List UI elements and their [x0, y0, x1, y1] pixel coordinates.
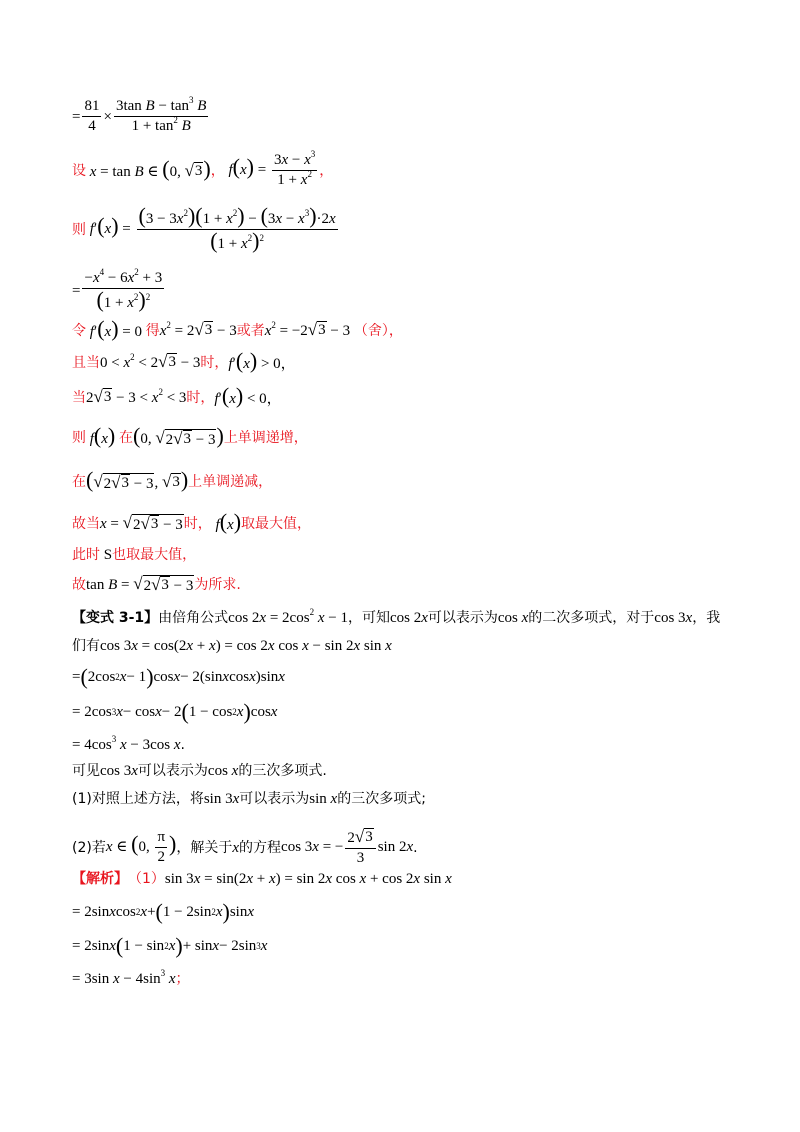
formula-line-1: = $\frac{81}{4}$ × $\frac{3\tan B - \tan^3 B}{1 + \tan^2 B}$: [72, 95, 207, 134]
formula-line-16: = 2cos 3 x − cos x − 2 ( 1 − cos 2 x ) cos x: [72, 699, 278, 724]
text-ze: 则: [72, 221, 86, 238]
formula-line-4: = $\frac{-x^4 - 6x^2 + 3}{(1 + x^2)^2}$: [72, 267, 163, 312]
formula-line-14: 们有 cos 3x = cos(2x + x) = cos 2x cos x − sin 2x sin x: [72, 638, 392, 654]
formula-line-15: = ( 2cos 2 x − 1 ) cos x − 2(sin x cos x )sin x: [72, 664, 285, 689]
formula-line-19: (1)对照上述方法，将 sin 3x 可以表示为 sin x 的三次多项式;: [72, 791, 426, 807]
variant-heading-line: 【变式 3-1】 由倍角公式 $\cos 2x = 2\cos^2$ x − 1 ，可知 cos 2x 可以表示为 cos x 的二次多项式，对于 cos 3x ，我: [72, 607, 721, 626]
formula-line-3: 则 f′(x) = $\frac{(3 - 3x^2)(1 + x^2) - (3x - x^3)\cdot 2x}{(1 + x^2)^2}$: [72, 203, 336, 253]
formula-line-12: 故 tan B = √ 2 √ 3 − 3 为所求.: [72, 574, 241, 594]
formula-line-7: 当 2 √ 3 − $3 < x^2 < 3$ 时， f′(x) < 0，: [72, 383, 282, 408]
analysis-heading-line: 【解析】 （1） sin 3x = sin(2x + x) = sin 2x cos x + cos 2x sin x: [72, 871, 452, 887]
formula-line-24: = 3sin $x - 4\sin^3$ x ；: [72, 968, 190, 987]
text-she: 设: [72, 162, 86, 179]
formula-line-18: 可见 cos 3x 可以表示为 cos x 的三次多项式.: [72, 763, 327, 779]
formula-line-11: 此时 S 也取最大值，: [72, 547, 197, 563]
formula-line-22: = 2sin x cos 2 x + ( 1 − 2sin 2 x ) sin x: [72, 899, 255, 924]
formula-line-10: 故当 x = √ 2 √ 3 − 3 时， f(x) 取最大值，: [72, 509, 312, 534]
formula-line-23: = 2sin x ( 1 − sin 2 x ) + sin x − 2sin 3 x: [72, 933, 268, 958]
formula-line-8: 则 f(x) 在 (0, √ 2 √ 3 − 3 ) 上单调递增，: [72, 423, 308, 448]
formula-line-2: 设 x = tan B ∈ (0, √ 3 ) ， f(x) = $\frac{3x - x^3}{1 + x^2}$ ，: [72, 149, 334, 188]
formula-line-6: 且当 $0 < x^2 < 2$ √ 3 − 3 时， f′(x) > 0，: [72, 348, 296, 373]
formula-line-5: 令 f′(x) = 0 得 $x^2 = 2$ √ 3 − 3 或者 $x^2 = -2$ √ 3 − 3 （舍），: [72, 316, 403, 341]
formula-line-17: = $4\cos^3$ x − 3cos x .: [72, 734, 185, 753]
formula-line-9: 在 ( √ 2 √ 3 − 3 , √ 3 ) 上单调递减，: [72, 467, 273, 492]
formula-line-20: (2)若 x ∈ (0, $\frac{\pi}{2}$ ) ，解关于 x 的方程 cos 3x = − 2 √ 3 3 sin 2x .: [72, 827, 418, 866]
